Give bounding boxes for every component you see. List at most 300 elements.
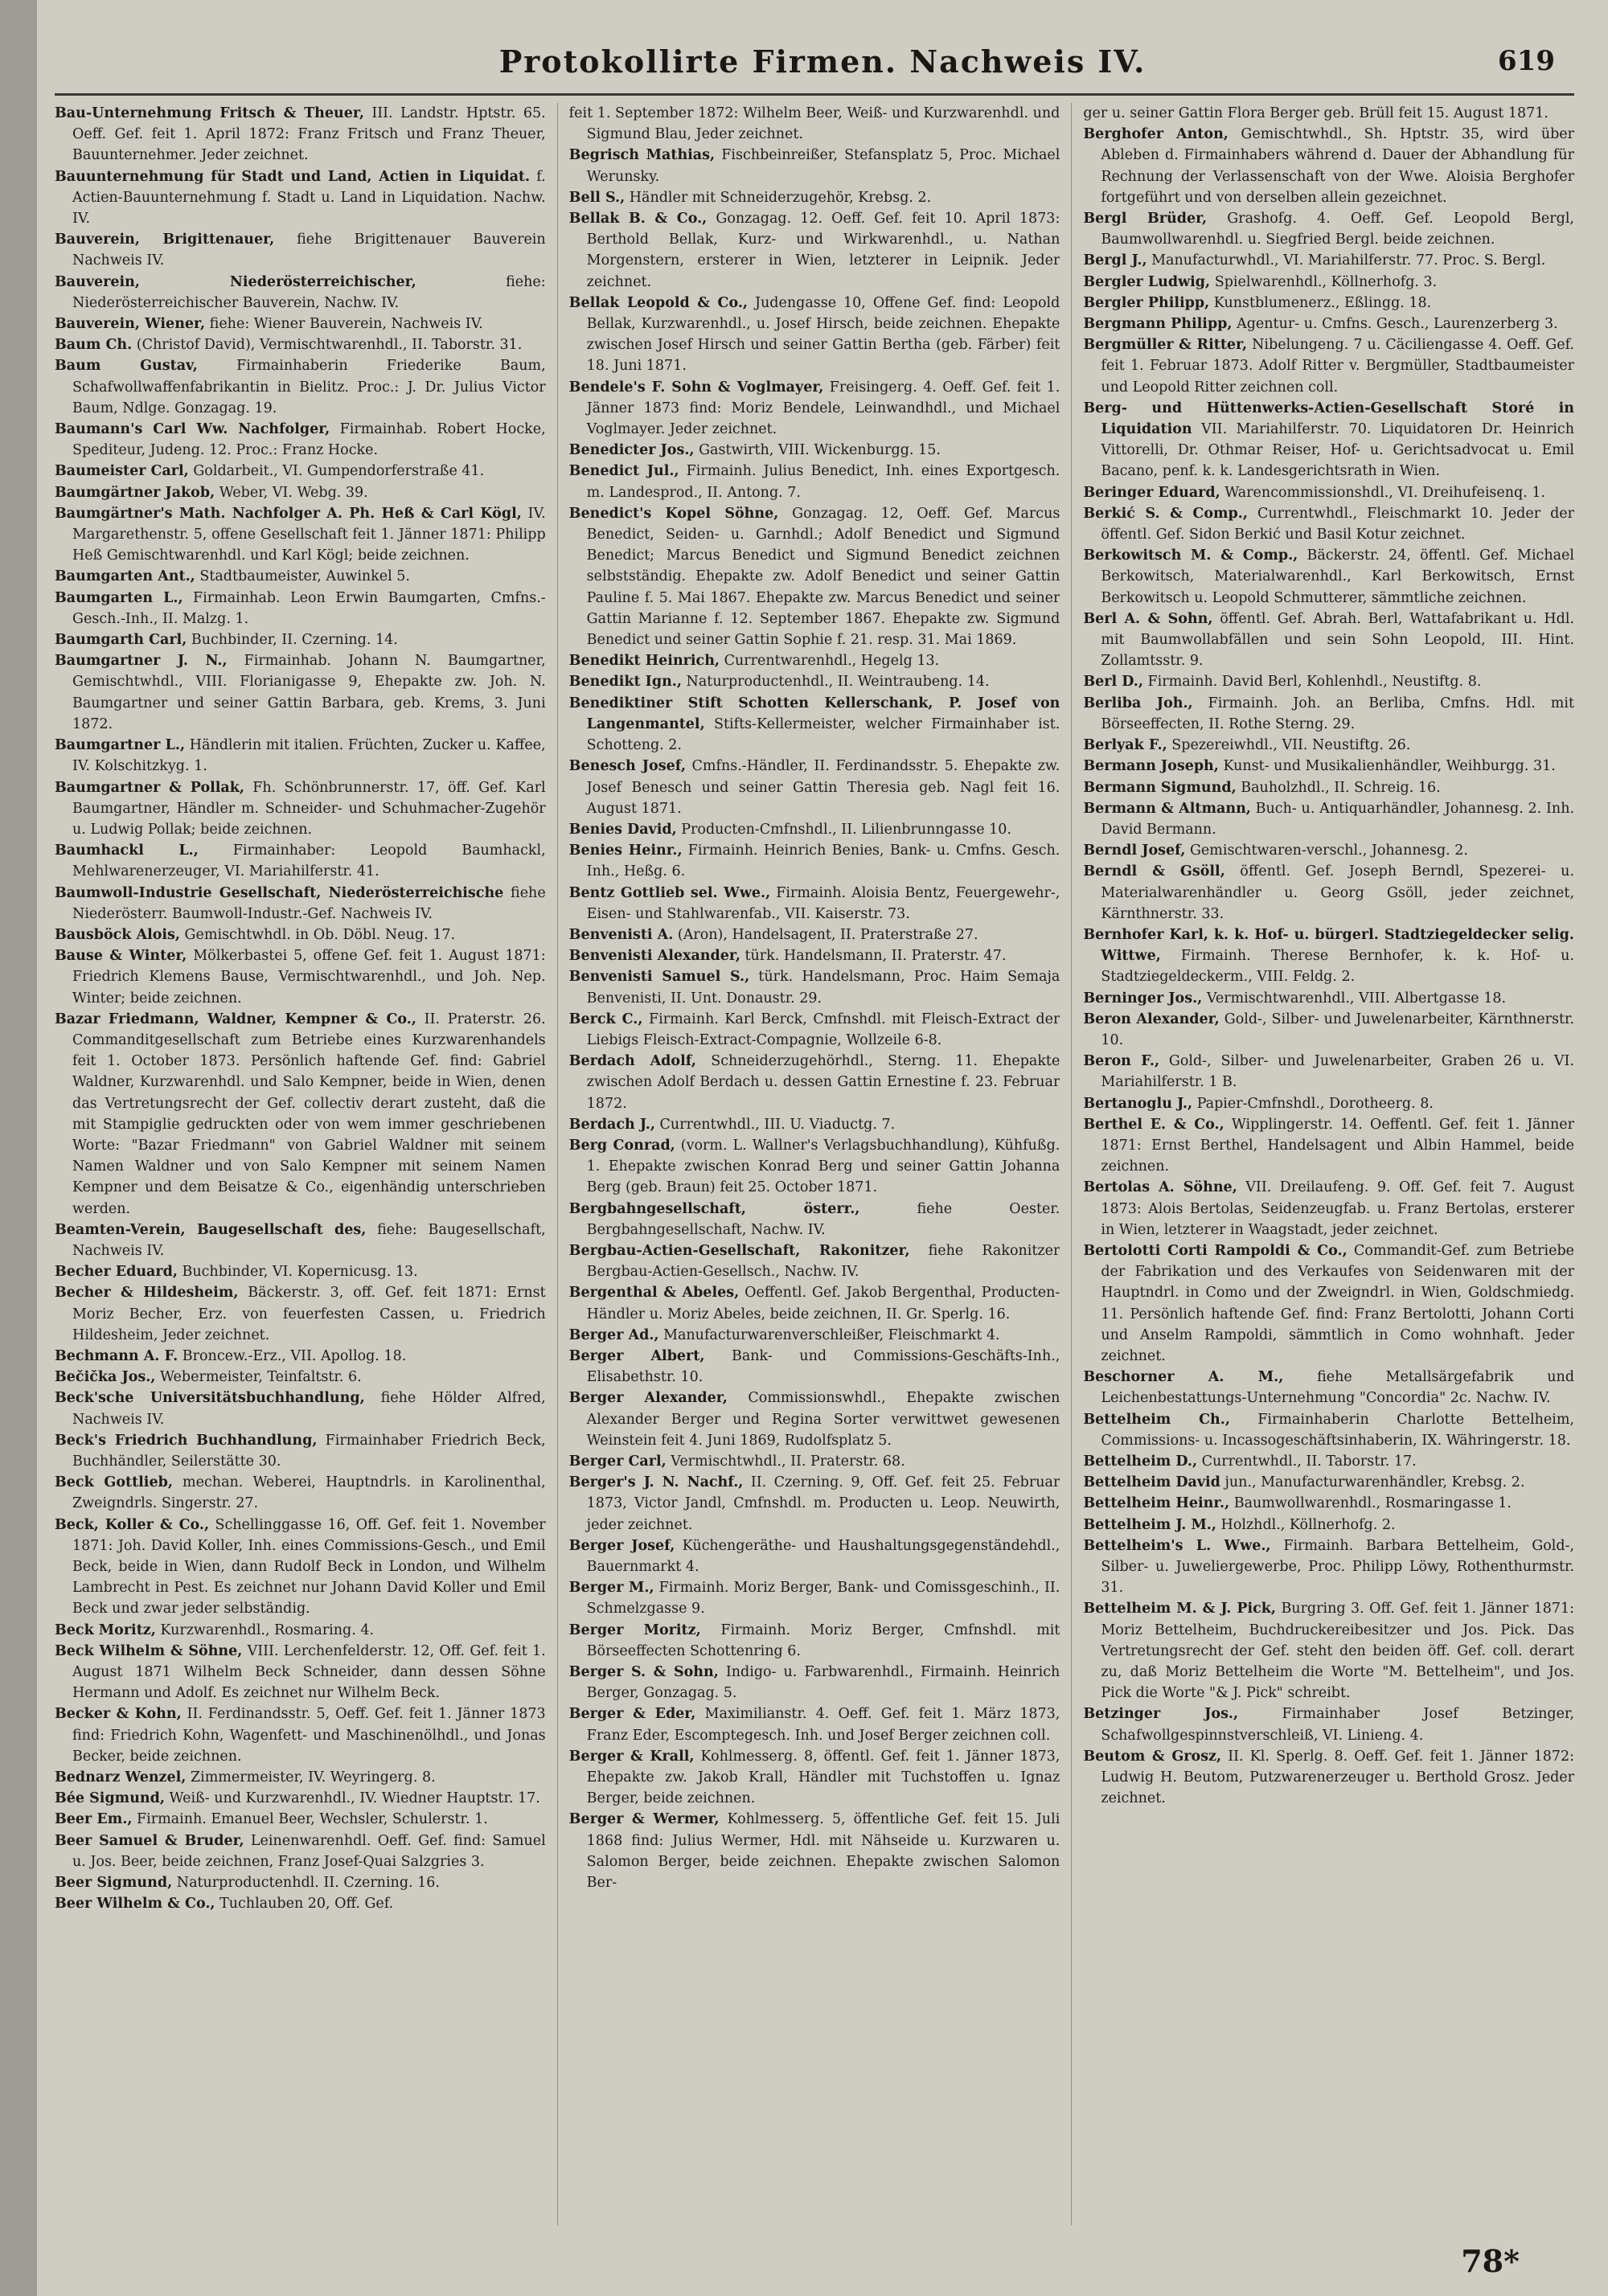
directory-entry (55, 1220, 546, 1261)
firm-details: Gemischtwhdl. in Ob. Döbl. Neug. 17. (179, 926, 456, 943)
firm-details: Gonzagag. 12. Oeff. Gef. feit 10. April 1873: Berthold Bellak, Kurz- und Wirkwarenhdl., u. Nathan Morgenstern, ersterer in Wien, letzterer in Leipnik. Jeder zeichnet. (586, 211, 1060, 290)
firm-details: Buchbinder, VI. Kopernicusg. 13. (177, 1264, 418, 1281)
firm-name: Baumgarten Ant., (55, 568, 195, 585)
directory-entry (55, 1282, 546, 1346)
firm-details: III. Landstr. Hptstr. 65. Oeff. Gef. feit 1. April 1872: Franz Fritsch und Franz Theuer, Bauunternehmer. Jeder zeichnet. (72, 105, 546, 164)
running-title: Protokollirte Firmen. Nachweis IV. (498, 43, 1147, 80)
firm-name: Berndl Josef, (1083, 843, 1186, 859)
firm-name: Baumgartner J. N., (55, 653, 228, 670)
column-left (55, 103, 546, 2225)
firm-name: Bettelheim's L. Wwe., (1083, 1537, 1271, 1554)
firm-name: Baumeister Carl, (55, 463, 189, 480)
firm-details: fiehe Metallsärgefabrik und Leichenbestattungs-Unternehmung "Concordia" 2c. Nachw. IV. (1101, 1369, 1575, 1407)
directory-entry (1083, 1704, 1574, 1745)
directory-entry (55, 883, 546, 925)
firm-details: fiehe: Wiener Bauverein, Nachweis IV. (205, 316, 483, 333)
directory-entry (1083, 1177, 1574, 1240)
firm-details: Firmainh. Karl Berck, Cmfnshdl. mit Fleisch-Extract der Liebigs Fleisch-Extract-Compagnie, Wollzeile 6-8. (586, 1011, 1060, 1048)
firm-details: Manufacturwarenverschleißer, Fleischmarkt 4. (658, 1326, 1000, 1343)
firm-details: Broncew.-Erz., VII. Apollog. 18. (178, 1347, 407, 1364)
firm-name: Baum Gustav, (55, 358, 198, 375)
directory-entry (55, 945, 546, 1009)
firm-details: II. Ferdinandsstr. 5, Oeff. Gef. feit 1. Jänner 1873 find: Friedrich Kohn, Wagenfett- und Maschinenölhdl., und Jonas Becker, beide zeichnen. (72, 1706, 546, 1765)
firm-details: Currentwarenhdl., Hegelg 13. (720, 653, 940, 670)
directory-entry (1083, 756, 1574, 777)
firm-name: Beutom & Grosz, (1083, 1748, 1222, 1765)
firm-details: Gastwirth, VIII. Wickenburgg. 15. (694, 442, 941, 459)
firm-name: Benesch Josef, (568, 758, 686, 775)
firm-details: Firmainh. David Berl, Kohlenhdl., Neustiftg. 8. (1142, 674, 1482, 691)
directory-entry (569, 440, 1060, 461)
directory-entry (1083, 1598, 1574, 1704)
firm-name: Berninger Jos., (1083, 990, 1203, 1007)
firm-details: türk. Handelsmann, II. Praterstr. 47. (740, 948, 1007, 965)
firm-name: Beck'sche Universitätsbuchhandlung, (55, 1390, 365, 1407)
three-column-body (55, 103, 1574, 2225)
firm-details: fiehe Niederösterr. Baumwoll-Industr.-Gef. Nachweis IV. (72, 884, 546, 922)
firm-name: Berger Alexander, (568, 1390, 728, 1407)
directory-entry (569, 650, 1060, 671)
firm-details: Vermischtwarenhdl., VIII. Albertgasse 18. (1202, 990, 1507, 1007)
directory-entry (569, 1472, 1060, 1535)
firm-details: Currentwhdl., II. Taborstr. 17. (1197, 1453, 1417, 1470)
directory-entry (569, 103, 1060, 145)
directory-entry (569, 1746, 1060, 1810)
directory-entry (1083, 1367, 1574, 1408)
firm-details: öffentl. Gef. Abrah. Berl, Wattafabrikant u. Hdl. mit Baumwollabfällen und sein Sohn Leopold, III. Hint. Zollamtsstr. 9. (1101, 610, 1575, 670)
firm-name: Berger Albert, (568, 1347, 705, 1364)
directory-entry (55, 629, 546, 650)
firm-details: mechan. Weberei, Hauptndrls. in Karolinenthal, Zweigndrls. Singerstr. 27. (72, 1474, 546, 1512)
firm-details: Webermeister, Teinfaltstr. 6. (155, 1369, 362, 1386)
signature-mark: 78* (1461, 2243, 1520, 2279)
firm-name: Becher & Hildesheim, (55, 1285, 239, 1302)
firm-details: Firmainh. Julius Benedict, Inh. eines Exportgesch. m. Landesprod., II. Antong. 7. (586, 463, 1060, 501)
firm-details: Bank- und Commissions-Geschäfts-Inh., Elisabethstr. 10. (586, 1347, 1060, 1386)
firm-details: Kohlmesserg. 5, öffentliche Gef. feit 15. Juli 1868 find: Julius Wermer, Hdl. mit Nähseide u. Kurzwaren u. Salomon Berger, beide zeichnen. Ehepakte zwischen Salomon Ber- (586, 1811, 1060, 1892)
firm-name: Bermann & Altmann, (1083, 800, 1251, 817)
firm-name: Bernhofer Karl, k. k. Hof- u. bürgerl. Stadtziegeldecker selig. Wittwe, (1083, 926, 1575, 965)
directory-entry (1083, 671, 1574, 692)
directory-entry (1083, 124, 1574, 208)
firm-name: Berndl & Gsöll, (1083, 863, 1225, 880)
directory-entry (1083, 503, 1574, 545)
firm-details: Papier-Cmfnshdl., Dorotheerg. 8. (1192, 1095, 1434, 1112)
firm-name: Beer Sigmund, (55, 1875, 173, 1892)
directory-entry (1083, 1746, 1574, 1810)
directory-entry (55, 272, 546, 314)
firm-details: fiehe: Baugesellschaft, Nachweis IV. (72, 1221, 546, 1259)
firm-name: Beron F., (1083, 1053, 1160, 1070)
firm-details: Buch- u. Antiquarhändler, Johannesg. 2. Inh. David Bermann. (1101, 800, 1575, 838)
firm-name: Baum Ch. (55, 337, 133, 354)
directory-entry (1083, 609, 1574, 672)
firm-details: Firmainhab. Johann N. Baumgartner, Gemischtwhdl., VIII. Florianigasse 9, Ehepakte zw. Joh. N. Baumgartner und seiner Gattin Barbara, geb. Krems, 3. Juni 1872. (72, 653, 546, 732)
firm-details: Gonzagag. 12, Oeff. Gef. Marcus Benedict, Seiden- u. Garnhdl.; Adolf Benedict und Sigmund Benedict; Marcus Benedict und Sigmund Benedict zeichnen selbstständig. Ehepakte zw. Adolf Benedict und seiner Gattin Pauline f. 5. Mai 1867. Ehepakte zw. Marcus Benedict und seiner Gattin Marianne f. 12. September 1867. Ehepakte zw. Sigmund Benedict und seiner Gattin Sophie f. 21. resp. 31. Mai 1869. (586, 505, 1060, 649)
directory-entry (1083, 482, 1574, 503)
firm-name: Benedict's Kopel Söhne, (568, 505, 779, 522)
firm-details: Weiß- und Kurzwarenhdl., IV. Wiedner Hauptstr. 17. (164, 1790, 540, 1807)
firm-details: Firmainh. Heinrich Benies, Bank- u. Cmfns. Gesch. Inh., Heßg. 6. (586, 843, 1060, 880)
firm-details: II. Praterstr. 26. Commanditgesellschaft zum Betriebe eines Kurzwarenhandels feit 1. October 1873. Persönlich haftende Gef. find: Gabriel Waldner, Kurzwarenhdl. und Salo Kempner, beide in Wien, denen das Vertretungsrecht der Gef. collectiv derart zusteht, daß die mit Stampiglie gedruckten oder von wem immer geschriebenen Worte: "Bazar Friedmann" von Gabriel Waldner mit seinem Namen Waldner und von Salo Kempner mit seinem Namen Kempner und dem Beisatze & Co., eigenhändig unterschrieben werden. (72, 1011, 546, 1217)
directory-entry (569, 693, 1060, 756)
directory-entry (55, 1367, 546, 1388)
firm-name: Berliba Joh., (1083, 695, 1193, 711)
firm-name: Begrisch Mathias, (568, 147, 716, 164)
firm-details: Buchbinder, II. Czerning. 14. (187, 632, 398, 649)
firm-name: Beck's Friedrich Buchhandlung, (55, 1432, 318, 1449)
firm-details: Firmainh. Therese Bernhofer, k. k. Hof- u. Stadtziegeldeckerm., VIII. Feldg. 2. (1101, 948, 1575, 986)
directory-entry (55, 103, 546, 166)
firm-name: Bergmann Philipp, (1083, 316, 1233, 333)
directory-entry (569, 145, 1060, 187)
firm-details: Firmainhaber: Leopold Baumhackl, Mehlwarenerzeuger, VI. Mariahilferstr. 41. (72, 843, 546, 880)
firm-name: Berl A. & Sohn, (1083, 610, 1213, 627)
directory-entry (1083, 1051, 1574, 1093)
directory-entry (1083, 1240, 1574, 1367)
firm-name: Bause & Winter, (55, 948, 187, 965)
firm-details: Currentwhdl., Fleischmarkt 10. Jeder der öffentl. Gef. Sidon Berkić und Basil Kotur zeichnet. (1101, 505, 1575, 543)
directory-entry (569, 1135, 1060, 1199)
firm-details: Commandit-Gef. zum Betriebe der Fabrikation und des Verkaufes von Seidenwaren mit der Hauptndrl. in Como und der Zweigndrl. in Wien, Goldschmiedg. 11. Persönlich haftende Gef. find: Franz Bertolotti, Johann Corti und Anselm Rampoldi, sämmtlich in Como wohnhaft. Jeder zeichnet. (1101, 1242, 1575, 1364)
firm-name: Benies Heinr., (568, 843, 683, 859)
firm-name: Berthel E. & Co., (1083, 1116, 1224, 1133)
directory-entry (569, 1325, 1060, 1346)
directory-entry (55, 1641, 546, 1704)
firm-name: Bergler Ludwig, (1083, 273, 1211, 290)
directory-entry (1083, 250, 1574, 271)
firm-details: Mölkerbastei 5, offene Gef. feit 1. August 1871: Friedrich Klemens Bause, Vermischtwarenhdl., und Joh. Nep. Winter; beide zeichnen. (72, 948, 546, 1007)
firm-name: Bellak B. & Co., (568, 211, 708, 228)
directory-entry (1083, 988, 1574, 1009)
firm-details: Gold-, Silber- und Juwelenarbeiter, Kärnthnerstr. 10. (1101, 1011, 1575, 1048)
firm-details: Judengasse 10, Offene Gef. find: Leopold Bellak, Kurzwarenhdl., u. Josef Hirsch, beide zeichnen. Ehepakte zwischen Josef Hirsch und seiner Gattin Bertha (geb. Färber) feit 18. Juni 1871. (586, 294, 1060, 375)
firm-name: Benedicter Jos., (568, 442, 695, 459)
firm-details: Spezereiwhdl., VII. Neustiftg. 26. (1167, 737, 1411, 754)
firm-details: Firmainhaber Josef Betzinger, Schafwollgespinnstverschleiß, VI. Linieng. 4. (1101, 1706, 1575, 1744)
firm-name: Berger Moritz, (568, 1622, 701, 1638)
directory-entry (55, 566, 546, 587)
directory-entry (1083, 1093, 1574, 1114)
directory-entry (55, 1809, 546, 1830)
firm-name: Bergenthal & Abeles, (568, 1285, 740, 1302)
firm-name: Baumgarth Carl, (55, 632, 187, 649)
directory-entry (1083, 208, 1574, 250)
firm-name: Beschorner A. M., (1083, 1369, 1284, 1386)
firm-name: Beron Alexander, (1083, 1011, 1220, 1027)
firm-name: Bettelheim M. & J. Pick, (1083, 1601, 1277, 1617)
firm-name: Berger & Krall, (568, 1748, 695, 1765)
firm-name: Bertanoglu J., (1083, 1095, 1193, 1112)
firm-details: Oeffentl. Gef. Jakob Bergenthal, Producten-Händler u. Moriz Abeles, beide zeichnen, II. Gr. Sperlg. 16. (586, 1285, 1060, 1322)
directory-entry (55, 419, 546, 461)
firm-name: Benedikt Ign., (568, 674, 682, 691)
firm-details: Firmainh. Barbara Bettelheim, Gold-, Silber- u. Juweliergewerbe, Proc. Philipp Löwy, Rothenthurmstr. 31. (1101, 1537, 1575, 1597)
firm-name: Bergbau-Actien-Gesellschaft, Rakonitzer, (568, 1242, 910, 1259)
directory-entry (1083, 1535, 1574, 1599)
directory-entry (569, 840, 1060, 882)
directory-entry (55, 1767, 546, 1788)
firm-name: Bettelheim Ch., (1083, 1411, 1230, 1428)
directory-page (37, 0, 1608, 2296)
directory-entry (55, 1009, 546, 1220)
firm-details: Manufacturwhdl., VI. Mariahilferstr. 77. Proc. S. Bergl. (1147, 252, 1546, 269)
firm-name: Beer Samuel & Bruder, (55, 1832, 244, 1849)
directory-entry (1083, 398, 1574, 482)
firm-name: Bettelheim D., (1083, 1453, 1198, 1470)
directory-entry (569, 945, 1060, 966)
firm-name: Benies David, (568, 821, 677, 838)
firm-name: Bée Sigmund, (55, 1790, 165, 1807)
firm-name: Bermann Sigmund, (1083, 779, 1237, 796)
directory-entry (55, 1893, 546, 1914)
directory-entry (55, 461, 546, 482)
firm-name: Berger M., (568, 1580, 654, 1597)
directory-entry (569, 293, 1060, 377)
firm-name: Berl D., (1083, 674, 1143, 691)
firm-details: Stadtbaumeister, Auwinkel 5. (195, 568, 410, 585)
firm-name: Bechmann A. F. (55, 1347, 178, 1364)
firm-name: Berck C., (568, 1011, 643, 1027)
firm-name: Benvenisti A. (568, 926, 674, 943)
firm-details: Firmainhaber Friedrich Beck, Buchhändler, Seilerstätte 30. (72, 1432, 546, 1470)
firm-details: Firmainh. Joh. an Berliba, Cmfns. Hdl. mit Börseeffecten, II. Rothe Sterng. 29. (1101, 695, 1574, 732)
firm-details: Händler mit Schneiderzugehör, Krebsg. 2. (625, 189, 932, 206)
firm-details: Naturproductenhdl., II. Weintraubeng. 14. (681, 674, 990, 691)
firm-details: Freisingerg. 4. Oeff. Gef. feit 1. Jänner 1873 find: Moriz Bendele, Leinwandhdl., und Michael Voglmayer. Jeder zeichnet. (586, 379, 1060, 438)
firm-name: Bauverein, Wiener, (55, 316, 206, 333)
firm-details: Fischbeinreißer, Stefansplatz 5, Proc. Michael Werunsky. (586, 147, 1060, 185)
directory-entry (55, 1872, 546, 1893)
firm-details: fiehe Brigittenauer Bauverein Nachweis IV. (72, 232, 546, 269)
firm-details: Firmainhaberin Charlotte Bettelheim, Commissions- u. Incassogeschäftsinhaberin, IX. Währingerstr. 18. (1101, 1411, 1575, 1449)
firm-details: öffentl. Gef. Joseph Berndl, Spezerei- u. Materialwarenhändler u. Georg Gsöll, jeder zeichnet, Kärnthnerstr. 33. (1101, 863, 1575, 922)
firm-details: IV. Margarethenstr. 5, offene Gesellschaft feit 1. Jänner 1871: Philipp Heß Gemischtwarenhdl. und Karl Kögl; beide zeichnen. (72, 505, 546, 564)
firm-name: Beck Wilhelm & Söhne, (55, 1642, 243, 1659)
firm-details: Kohlmesserg. 8, öffentl. Gef. feit 1. Jänner 1873, Ehepakte zw. Jakob Krall, Händler mit Tuchstoffen u. Ignaz Berger, beide zeichnen. (586, 1748, 1060, 1807)
directory-entry (55, 355, 546, 419)
directory-entry (569, 1577, 1060, 1619)
firm-details: Cmfns.-Händler, II. Ferdinandsstr. 5. Ehepakte zw. Josef Benesch und seiner Gattin Theresia geb. Nagl feit 16. August 1871. (586, 758, 1060, 817)
firm-details: Firmainh. Aloisia Bentz, Feuergewehr-, Eisen- und Stahlwarenfab., VII. Kaiserstr. 73. (586, 884, 1060, 922)
firm-details: Weber, VI. Webg. 39. (215, 484, 368, 501)
directory-entry (55, 777, 546, 841)
firm-details: Producten-Cmfnshdl., II. Lilienbrunngasse 10. (676, 821, 1011, 838)
directory-entry (1083, 798, 1574, 840)
directory-entry (55, 735, 546, 777)
firm-name: Berkić S. & Comp., (1083, 505, 1248, 522)
directory-entry (55, 503, 546, 567)
directory-entry (569, 1240, 1060, 1282)
firm-details: Gemischtwhdl., Sh. Hptstr. 35, wird über Ableben d. Firmainhabers während d. Dauer der Abhandlung für Rechnung der Verlassenschaft von der Wwe. Aloisia Berghofer fortgeführt und von derselben allein gezeichnet. (1101, 126, 1575, 206)
firm-name: Beck, Koller & Co., (55, 1516, 210, 1533)
directory-entry (55, 482, 546, 503)
firm-name: Bentz Gottlieb sel. Wwe., (568, 884, 771, 901)
directory-entry (569, 1114, 1060, 1135)
page-edge-shadow (0, 0, 37, 2296)
page-number: 619 (1498, 45, 1555, 77)
directory-entry (1083, 334, 1574, 398)
firm-details: Firmainhaberin Friederike Baum, Schafwollwaffenfabrikantin in Bielitz. Proc.: J. Dr. Julius Victor Baum, Ndlge. Gonzagag. 19. (72, 358, 546, 416)
firm-name: Berger & Wermer, (568, 1811, 720, 1828)
firm-name: Berdach Adolf, (568, 1053, 696, 1070)
firm-details: Agentur- u. Cmfns. Gesch., Laurenzerberg 3. (1232, 316, 1558, 333)
directory-entry (1083, 1515, 1574, 1535)
firm-name: Berlyak F., (1083, 737, 1167, 754)
firm-name: Bergler Philipp, (1083, 294, 1210, 311)
firm-details: Commissionswhdl., Ehepakte zwischen Alexander Berger und Regina Sorter verwittwet gewesenen Weinstein feit 4. Juni 1869, Rudolfsplatz 5. (586, 1390, 1060, 1449)
firm-details: Firmainh. Moriz Berger, Bank- und Comissgeschinh., II. Schmelzgasse 9. (586, 1580, 1060, 1617)
directory-entry (569, 187, 1060, 208)
firm-details: Vermischtwhdl., II. Praterstr. 68. (666, 1453, 905, 1470)
directory-entry (55, 1620, 546, 1641)
firm-name: Beck Moritz, (55, 1622, 156, 1638)
directory-entry (1083, 735, 1574, 756)
firm-name: Bettelheim David (1083, 1474, 1220, 1491)
firm-details: Gemischtwaren-verschl., Johannesg. 2. (1185, 843, 1468, 859)
firm-details: Holzhdl., Köllnerhofg. 2. (1216, 1516, 1396, 1533)
firm-name: Berkowitsch M. & Comp., (1083, 547, 1298, 564)
firm-name: Berdach J., (568, 1116, 655, 1133)
firm-name: Beck Gottlieb, (55, 1474, 173, 1491)
directory-entry (1083, 861, 1574, 925)
directory-entry (55, 1388, 546, 1429)
firm-details: Burgring 3. Off. Gef. feit 1. Jänner 1871: Moriz Bettelheim, Buchdruckereibesitzer und Jos. Pick. Das Vertretungsrecht der Gef. steht den beiden öff. Gef. coll. derart zu, daß Moriz Bettelheim die Worte "M. Bettelheim", und Jos. Pick die Worte "& J. Pick" schreibt. (1101, 1601, 1575, 1702)
firm-details: Kunst- und Musikalienhändler, Weihburgg. 31. (1218, 758, 1556, 775)
directory-entry (55, 334, 546, 355)
firm-details: türk. Handelsmann, Proc. Haim Semaja Benvenisti, II. Unt. Donaustr. 29. (586, 969, 1060, 1007)
firm-details: Nibelungeng. 7 u. Cäciliengasse 4. Oeff. Gef. feit 1. Februar 1873. Adolf Ritter v. Bergmüller, Stadtbaumeister und Leopold Ritter zeichnen coll. (1101, 337, 1575, 396)
firm-details: Tuchlauben 20, Off. Gef. (215, 1896, 394, 1913)
firm-details: VII. Dreilaufeng. 9. Off. Gef. feit 7. August 1873: Alois Bertolas, Seidenzeugfab. u. Franz Bertolas, ersterer in Wien, letzterer in Waagstadt, jeder zeichnet. (1101, 1179, 1575, 1238)
firm-name: Bell S., (568, 189, 626, 206)
firm-name: Bergbahngesellschaft, österr., (568, 1200, 860, 1217)
directory-entry (1083, 1114, 1574, 1178)
directory-entry (1083, 1409, 1574, 1451)
firm-details: Grashofg. 4. Oeff. Gef. Leopold Bergl, Baumwollwarenhdl. u. Siegfried Bergl. beide zeichnen. (1101, 211, 1574, 248)
firm-name: Baumhackl L., (55, 843, 199, 859)
directory-entry (569, 1620, 1060, 1662)
firm-name: Beer Em., (55, 1811, 133, 1828)
firm-details: fiehe Rakonitzer Bergbau-Actien-Gesellsch., Nachw. IV. (586, 1242, 1060, 1281)
page-header (37, 43, 1608, 92)
firm-name: Bettelheim J. M., (1083, 1516, 1216, 1533)
firm-name: Becher Eduard, (55, 1264, 178, 1281)
firm-details: Bauholzhdl., II. Schreig. 16. (1236, 779, 1441, 796)
firm-name: Bellak Leopold & Co., (568, 294, 749, 311)
firm-details: Firmainh. Emanuel Beer, Wechsler, Schulerstr. 1. (132, 1811, 488, 1828)
directory-entry (569, 1662, 1060, 1704)
firm-name: Bauunternehmung für Stadt und Land, Actien in Liquidat. (55, 168, 531, 185)
firm-name: Benedict Jul., (568, 463, 679, 480)
firm-name: Beringer Eduard, (1083, 484, 1220, 501)
directory-entry (1083, 693, 1574, 735)
firm-name: Berger Ad., (568, 1326, 659, 1343)
directory-entry (569, 1535, 1060, 1577)
firm-details: Gold-, Silber- und Juwelenarbeiter, Graben 26 u. VI. Mariahilferstr. 1 B. (1101, 1053, 1575, 1091)
directory-entry (569, 461, 1060, 502)
firm-details: Warencommissionshdl., VI. Dreihufeisenq. 1. (1220, 484, 1546, 501)
directory-entry (569, 756, 1060, 819)
directory-entry (1083, 1451, 1574, 1472)
firm-name: Berg Conrad, (568, 1137, 675, 1154)
firm-details: Bäckerstr. 3, off. Gef. feit 1871: Ernst Moriz Becher, Erz. von feuerfesten Cassen, u. Friedrich Hildesheim, Jeder zeichnet. (72, 1285, 546, 1343)
directory-entry (569, 1009, 1060, 1051)
directory-entry (55, 650, 546, 735)
firm-name: Becker & Kohn, (55, 1706, 182, 1723)
directory-entry (569, 819, 1060, 840)
firm-details: Spielwarenhdl., Köllnerhofg. 3. (1210, 273, 1438, 290)
firm-name: Baumgarten L., (55, 589, 183, 606)
firm-name: Bazar Friedmann, Waldner, Kempner & Co., (55, 1011, 416, 1027)
firm-name: Bausböck Alois, (55, 926, 180, 943)
directory-entry (569, 1199, 1060, 1240)
firm-details: Naturproductenhdl. II. Czerning. 16. (172, 1875, 440, 1892)
directory-entry (55, 1346, 546, 1367)
firm-details: f. Actien-Bauunternehmung f. Stadt u. Land in Liquidation. Nachw. IV. (72, 168, 546, 228)
firm-details: fiehe Oester. Bergbahngesellschaft, Nachw. IV. (586, 1200, 1060, 1238)
firm-details: Schellinggasse 16, Off. Gef. feit 1. November 1871: Joh. David Koller, Inh. eines Commissions-Gesch., und Emil Beck, beide in Wien, dann Rudolf Beck in London, und Wilhelm Lambrecht in Pest. Es zeichnet nur Johann David Koller und Emil Beck und zwar jeder selbständig. (72, 1516, 546, 1617)
directory-entry (1083, 272, 1574, 293)
firm-name: Bednarz Wenzel, (55, 1769, 187, 1786)
directory-entry (55, 1831, 546, 1872)
firm-name: Bertolas A. Söhne, (1083, 1179, 1237, 1196)
firm-details: II. Kl. Sperlg. 8. Oeff. Gef. feit 1. Jänner 1872: Ludwig H. Beutom, Putzwarenerzeuger u. Berthold Grosz. Jeder zeichnet. (1101, 1748, 1575, 1807)
firm-details: Wipplingerstr. 14. Oeffentl. Gef. feit 1. Jänner 1871: Ernst Berthel, Handelsagent und Albin Hammel, beide zeichnen. (1101, 1116, 1575, 1175)
firm-name: Bečička Jos., (55, 1369, 156, 1386)
directory-entry (55, 166, 546, 230)
directory-entry (569, 1388, 1060, 1451)
firm-name: Berghofer Anton, (1083, 126, 1229, 143)
firm-name: Beamten-Verein, Baugesellschaft des, (55, 1221, 367, 1238)
firm-name: Berger's J. N. Nachf., (568, 1474, 744, 1491)
firm-details: II. Czerning. 9, Off. Gef. feit 25. Februar 1873, Victor Jandl, Cmfnshdl. m. Producten u. Leop. Neuwirth, jeder zeichnet. (586, 1474, 1060, 1533)
directory-entry (55, 314, 546, 334)
firm-name: Berger Carl, (568, 1453, 667, 1470)
header-rule (55, 93, 1574, 96)
directory-entry (55, 1788, 546, 1809)
firm-details: Küchengeräthe- und Haushaltungsgegenständehdl., Bauernmarkt 4. (586, 1537, 1060, 1576)
firm-details: Baumwollwarenhdl., Rosmaringasse 1. (1229, 1495, 1512, 1512)
directory-entry (1083, 1009, 1574, 1051)
directory-entry (569, 208, 1060, 293)
directory-entry (55, 229, 546, 271)
directory-entry (1083, 293, 1574, 314)
directory-entry (55, 1704, 546, 1767)
directory-entry (569, 1809, 1060, 1893)
directory-entry (569, 883, 1060, 925)
directory-entry (569, 1282, 1060, 1324)
directory-entry (569, 377, 1060, 441)
firm-name: Bau-Unternehmung Fritsch & Theuer, (55, 105, 364, 121)
firm-name: Baumgartner L., (55, 737, 186, 754)
directory-entry (569, 1704, 1060, 1745)
firm-name: Bauverein, Brigittenauer, (55, 232, 275, 248)
firm-details: VIII. Lerchenfelderstr. 12, Off. Gef. feit 1. August 1871 Wilhelm Beck Schneider, dann dessen Söhne Hermann und Adolf. Es zeichnet nur Wilhelm Beck. (72, 1642, 546, 1702)
firm-details: Currentwhdl., III. U. Viaductg. 7. (654, 1116, 896, 1133)
firm-name: Berger Josef, (568, 1537, 675, 1554)
firm-name: Baumann's Carl Ww. Nachfolger, (55, 421, 330, 438)
directory-entry (569, 925, 1060, 945)
directory-entry (55, 840, 546, 882)
directory-entry (1083, 545, 1574, 609)
firm-name: Bergl J., (1083, 252, 1147, 269)
column-right (1071, 103, 1574, 2225)
firm-name: Baumgartner & Pollak, (55, 779, 244, 796)
directory-entry (1083, 925, 1574, 988)
directory-entry (55, 1515, 546, 1620)
firm-name: Baumgärtner Jakob, (55, 484, 215, 501)
